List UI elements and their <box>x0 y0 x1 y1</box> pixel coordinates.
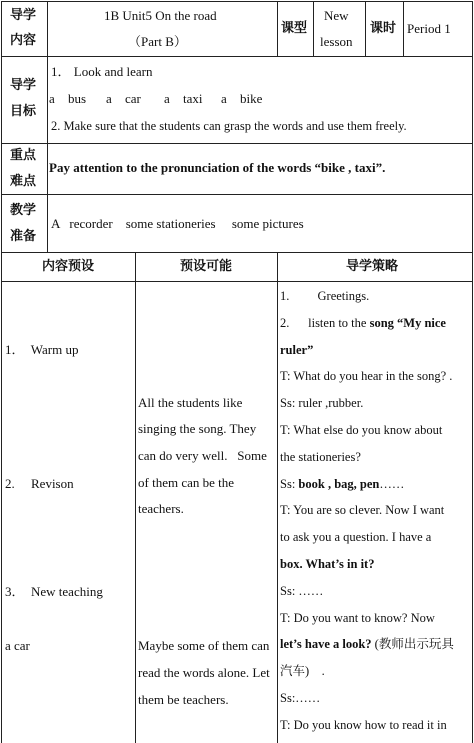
strategy-line: let’s have a look? (教师出示玩具 <box>280 637 454 652</box>
possibility-line: teachers. <box>138 501 184 516</box>
label-content: 内容 <box>10 33 37 48</box>
strategy-line: T: What do you hear in the song? . <box>280 369 453 384</box>
label-keypoints: 难点 <box>10 174 37 189</box>
strategy-line: T: Do you want to know? Now <box>280 610 435 625</box>
strategy-line: Ss:…… <box>280 691 321 705</box>
type-value: New <box>324 8 349 23</box>
word: bike <box>240 91 263 106</box>
strategy-line: 2. listen to the song “My nice <box>280 315 446 330</box>
keypoints-text: Pay attention to the pronunciation of the words “bike , taxi”. <box>49 160 386 175</box>
column-header-possibility: 预设可能 <box>180 259 233 274</box>
row-divider <box>1 252 473 253</box>
lesson-title: 1B Unit5 On the road <box>104 8 217 23</box>
row-divider <box>1 194 473 195</box>
period-value: Period 1 <box>407 21 451 36</box>
word: car <box>125 91 141 106</box>
label-period: 课时 <box>370 21 397 36</box>
strategy-line: Ss: …… <box>280 583 324 598</box>
content-step: a car <box>5 638 30 653</box>
label-prep: 教学 <box>10 203 37 218</box>
type-value: lesson <box>320 34 353 49</box>
strategy-line: Ss: ruler ,rubber. <box>280 396 364 411</box>
strategy-line: 1. Greetings. <box>280 289 370 303</box>
word: bus <box>68 91 87 106</box>
strategy-line: T: You are so clever. Now I want <box>280 503 445 518</box>
col-divider <box>277 1 278 56</box>
row-divider <box>1 143 473 144</box>
strategy-line: box. What’s in it? <box>280 557 375 571</box>
word: a <box>49 91 55 106</box>
word: a <box>106 91 112 106</box>
strategy-line: T: Do you know how to read it in <box>280 717 447 732</box>
col-divider <box>277 252 278 743</box>
possibility-line: read the words alone. Let <box>138 665 270 680</box>
label-prep: 准备 <box>10 229 37 244</box>
possibility-line: of them can be the <box>138 475 235 490</box>
prep-text: A recorder some stationeries some pictures <box>51 216 304 231</box>
strategy-line: T: What else do you know about <box>280 423 443 437</box>
row-divider <box>1 281 473 282</box>
strategy-line: the stationeries? <box>280 449 361 464</box>
goal-item-2: 2. Make sure that the students can grasp the words and use them freely. <box>51 119 407 133</box>
column-header-strategy: 导学策略 <box>346 259 399 274</box>
col-divider <box>403 1 404 56</box>
label-content: 导学 <box>10 8 37 23</box>
label-type: 课型 <box>281 21 308 36</box>
possibility-line: singing the song. They <box>138 421 257 436</box>
possibility-line: can do very well. Some <box>138 448 267 463</box>
label-goals: 导学 <box>10 78 37 93</box>
table-border-right <box>472 1 473 743</box>
col-divider <box>313 1 314 56</box>
word: a <box>221 91 227 106</box>
col-divider <box>47 1 48 252</box>
strategy-line: Ss: book , bag, pen…… <box>280 476 405 491</box>
word: a <box>164 91 170 106</box>
col-divider <box>135 252 136 743</box>
col-divider <box>365 1 366 56</box>
possibility-line: them be teachers. <box>138 692 229 707</box>
lesson-part: （Part B） <box>128 34 187 49</box>
strategy-line: ruler” <box>280 342 314 357</box>
strategy-line: 汽车) . <box>280 664 325 679</box>
possibility-line: Maybe some of them can <box>138 638 270 653</box>
label-goals: 目标 <box>10 104 37 119</box>
possibility-line: All the students like <box>138 395 243 410</box>
column-header-content: 内容预设 <box>42 259 95 274</box>
content-step: 3． New teaching <box>5 584 103 599</box>
content-step: 2. Revison <box>5 476 74 491</box>
label-keypoints: 重点 <box>10 148 37 163</box>
strategy-line: to ask you a question. I have a <box>280 530 432 545</box>
row-divider <box>1 56 473 57</box>
word: taxi <box>183 91 203 106</box>
content-step: 1． Warm up <box>5 342 79 357</box>
goal-item-1: 1． Look and learn <box>51 64 153 79</box>
table-border-left <box>1 1 2 743</box>
